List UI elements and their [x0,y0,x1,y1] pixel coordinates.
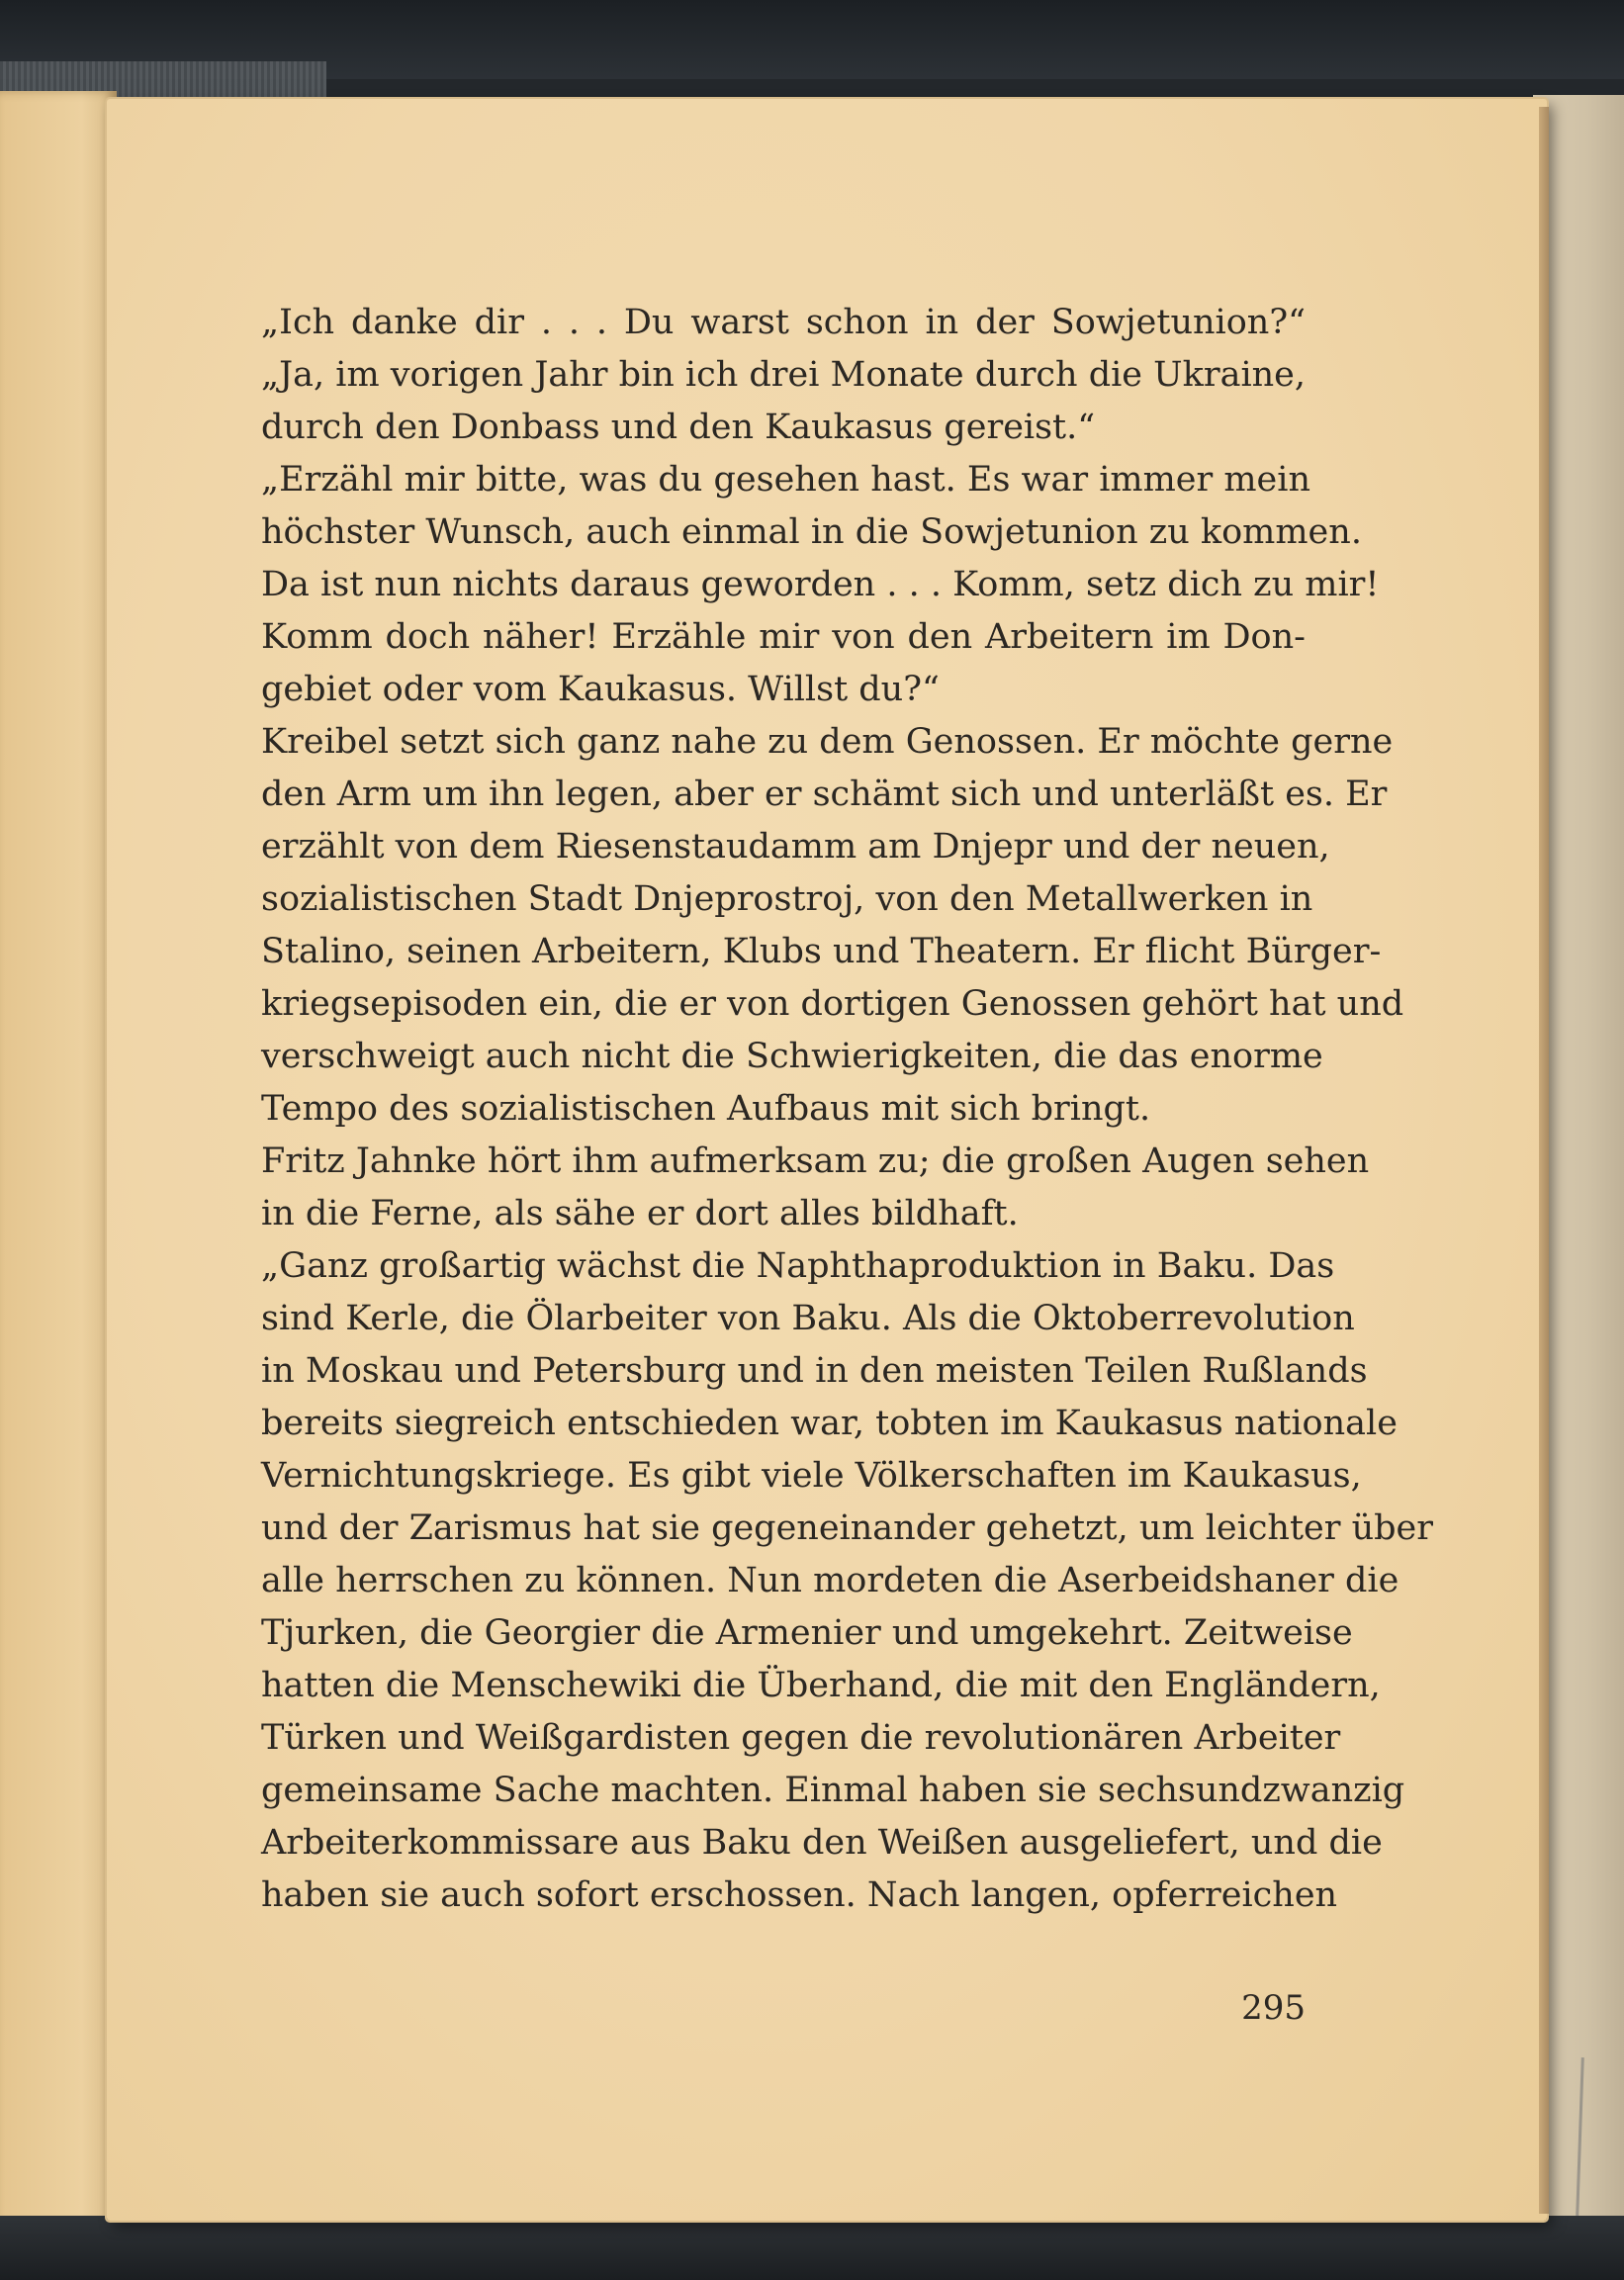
text-line: gebiet oder vom Kaukasus. Willst du?“ [261,670,940,709]
text-line: Komm doch näher! Erzähle mir von den Arbeitern im Don- [261,617,1306,657]
text-line: alle herrschen zu können. Nun mordeten die Aserbeidshaner die [261,1561,1399,1600]
text-line: sind Kerle, die Ölarbeiter von Baku. Als die Oktoberrevolution [261,1299,1355,1338]
text-line: Vernichtungskriege. Es gibt viele Völkerschaften im Kaukasus, [261,1456,1362,1496]
text-line: in die Ferne, als sähe er dort alles bildhaft. [261,1194,1019,1233]
page-number: 295 [1241,1988,1306,2028]
text-line: „Ja, im vorigen Jahr bin ich drei Monate durch die Ukraine, [261,355,1307,395]
text-line: Tempo des sozialistischen Aufbaus mit sich bringt. [261,1089,1151,1129]
text-line: Stalino, seinen Arbeitern, Klubs und Theatern. Er flicht Bürger- [261,932,1382,971]
text-line: Tjurken, die Georgier die Armenier und umgekehrt. Zeitweise [261,1613,1353,1653]
text-line: den Arm um ihn legen, aber er schämt sich und unterläßt es. Er [261,775,1388,814]
text-line: kriegsepisoden ein, die er von dortigen Genossen gehört hat und [261,984,1404,1024]
text-line: bereits siegreich entschieden war, tobten im Kaukasus nationale [261,1404,1398,1443]
text-line: hatten die Menschewiki die Überhand, die mit den Engländern, [261,1666,1381,1705]
text-line: gemeinsame Sache machten. Einmal haben sie sechsundzwanzig [261,1771,1405,1810]
text-line: verschweigt auch nicht die Schwierigkeiten, die das enorme [261,1037,1323,1076]
text-line: haben sie auch sofort erschossen. Nach langen, opferreichen [261,1875,1338,1915]
page-edge-shadow [1539,107,1549,2214]
text-line: erzählt von dem Riesenstaudamm am Dnjepr und der neuen, [261,827,1330,866]
text-line: „Erzähl mir bitte, was du gesehen hast. Es war immer mein [261,460,1310,500]
text-line: und der Zarismus hat sie gegeneinander gehetzt, um leichter über [261,1508,1433,1548]
text-line: sozialistischen Stadt Dnjeprostroj, von den Metallwerken in [261,879,1313,919]
facing-page-edge [0,91,117,2228]
text-line: Fritz Jahnke hört ihm aufmerksam zu; die großen Augen sehen [261,1141,1370,1181]
text-line: Da ist nun nichts daraus geworden . . . Komm, setz dich zu mir! [261,565,1380,604]
text-line: Türken und Weißgardisten gegen die revolutionären Arbeiter [261,1718,1341,1758]
scan-background-bottom [0,2216,1624,2280]
body-text [261,297,1433,1922]
text-line: „Ganz großartig wächst die Naphthaproduktion in Baku. Das [261,1246,1335,1286]
text-line: durch den Donbass und den Kaukasus gereist.“ [261,408,1096,447]
text-line: höchster Wunsch, auch einmal in die Sowjetunion zu kommen. [261,512,1362,552]
text-line: Kreibel setzt sich ganz nahe zu dem Genossen. Er möchte gerne [261,722,1394,762]
text-line: „Ich danke dir . . . Du warst schon in der Sowjetunion?“ [261,303,1306,342]
text-line: Arbeiterkommissare aus Baku den Weißen ausgeliefert, und die [261,1823,1383,1863]
text-line: in Moskau und Petersburg und in den meisten Teilen Rußlands [261,1351,1368,1391]
